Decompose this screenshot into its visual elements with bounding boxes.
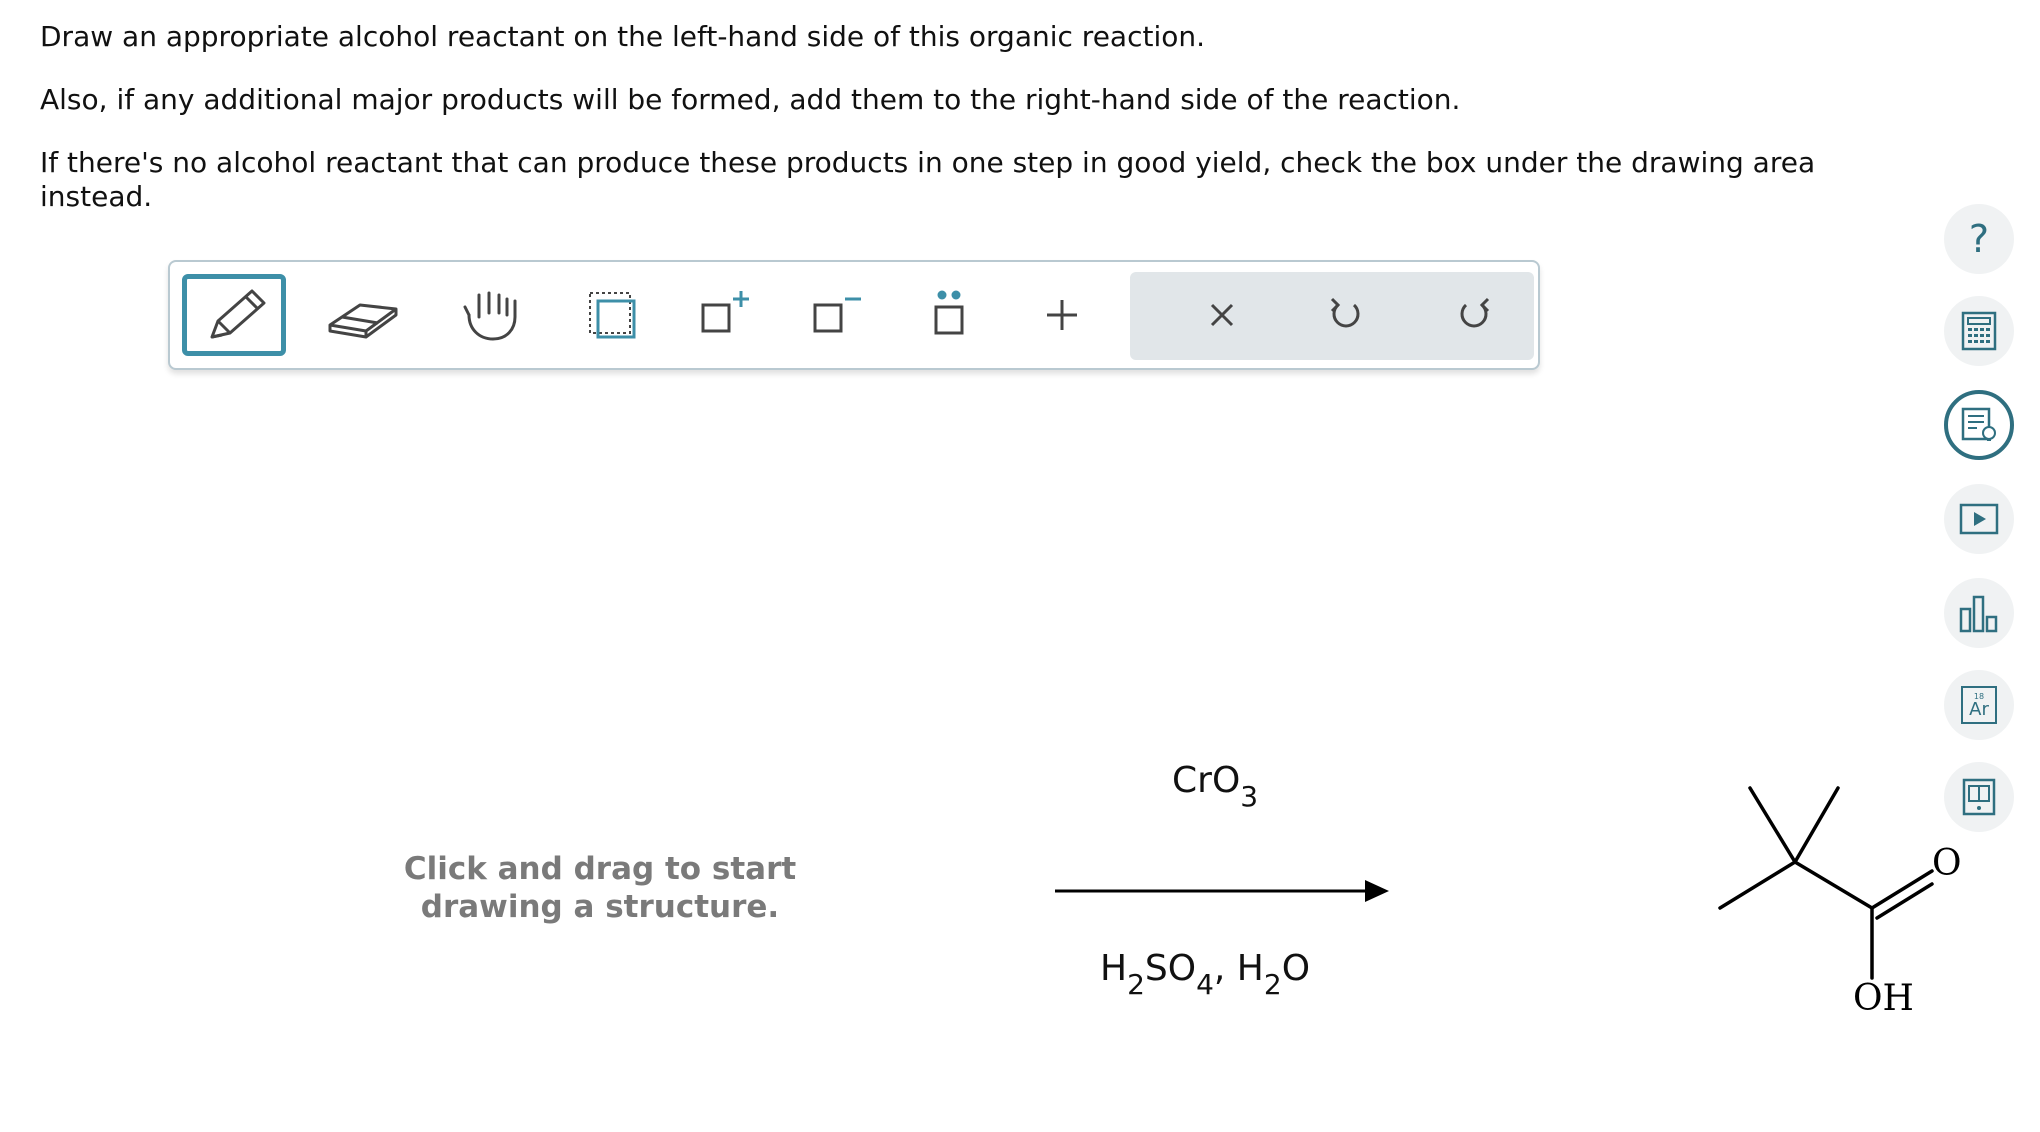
undo-icon xyxy=(1324,293,1368,337)
plus-charge-icon xyxy=(691,285,761,345)
document-lightbulb-icon xyxy=(1959,405,1999,445)
explanation-button[interactable] xyxy=(1944,390,2014,460)
reagent-sub-2: 2 xyxy=(1127,968,1145,1001)
carbon-bond xyxy=(1795,862,1872,908)
help-icon: ? xyxy=(1968,217,1990,261)
periodic-element-icon xyxy=(1961,686,1997,724)
redo-button[interactable] xyxy=(1422,274,1526,356)
bar-chart-icon xyxy=(1958,593,2000,633)
hydroxyl-group: OH xyxy=(1853,978,1914,1019)
reagent-top xyxy=(1172,760,1259,813)
eraser-icon xyxy=(320,285,404,345)
drawing-canvas[interactable] xyxy=(168,390,1928,1110)
select-box-icon xyxy=(584,285,644,345)
video-button[interactable] xyxy=(1944,484,2014,554)
eraser-tool-button[interactable] xyxy=(310,274,414,356)
periodic-symbol: Ar xyxy=(1969,698,1989,720)
increase-charge-button[interactable] xyxy=(674,274,778,356)
redo-icon xyxy=(1452,293,1496,337)
reagent-sub-2b: 2 xyxy=(1263,968,1282,1001)
calculator-icon xyxy=(1961,311,1997,351)
periodic-table-button[interactable] xyxy=(1944,670,2014,740)
help-button[interactable] xyxy=(1944,204,2014,274)
carbonyl-oxygen: O xyxy=(1932,843,1962,884)
move-tool-button[interactable] xyxy=(438,274,542,356)
reagent-sub-4: 4 xyxy=(1196,968,1214,1001)
reference-button[interactable] xyxy=(1944,762,2014,832)
instruction-3: If there's no alcohol reactant that can produce these products in one step in good yield, check the box under the drawing area instead. xyxy=(40,146,1816,213)
decrease-charge-button[interactable] xyxy=(786,274,890,356)
hand-icon xyxy=(455,285,525,345)
lone-pair-icon xyxy=(920,285,980,345)
methyl-bond-2 xyxy=(1795,788,1838,862)
reagent-o: O xyxy=(1281,948,1311,989)
canvas-hint: Click and drag to start drawing a structure. xyxy=(403,851,797,925)
clear-button[interactable] xyxy=(1170,274,1274,356)
select-tool-button[interactable] xyxy=(562,274,666,356)
reagent-so: SO xyxy=(1144,948,1197,989)
reagent-comma-h: , H xyxy=(1213,948,1264,989)
reagent-top-subscript: 3 xyxy=(1240,780,1259,813)
play-icon xyxy=(1959,503,1999,535)
reagent-h: H xyxy=(1100,948,1128,989)
lone-pair-button[interactable] xyxy=(898,274,1002,356)
methyl-bond-1 xyxy=(1750,788,1795,862)
minus-charge-icon xyxy=(803,285,873,345)
reagent-bottom xyxy=(1100,948,1311,1001)
reagent-top-main: CrO xyxy=(1172,760,1241,801)
periodic-number: 18 xyxy=(1973,691,1985,701)
add-atom-button[interactable] xyxy=(1010,274,1114,356)
drawing-toolbar xyxy=(168,260,1540,370)
close-icon xyxy=(1202,295,1242,335)
book-icon xyxy=(1961,777,1997,817)
pencil-icon xyxy=(192,285,276,345)
undo-button[interactable] xyxy=(1294,274,1398,356)
methyl-bond-3 xyxy=(1720,862,1795,908)
pencil-tool-button[interactable] xyxy=(182,274,286,356)
reaction-arrow xyxy=(1055,876,1395,906)
calculator-button[interactable] xyxy=(1944,296,2014,366)
data-button[interactable] xyxy=(1944,578,2014,648)
instruction-1: Draw an appropriate alcohol reactant on the left-hand side of this organic reaction. xyxy=(40,20,1206,53)
plus-icon xyxy=(1037,290,1087,340)
instruction-2: Also, if any additional major products will be formed, add them to the right-hand side of the reaction. xyxy=(40,83,1461,116)
